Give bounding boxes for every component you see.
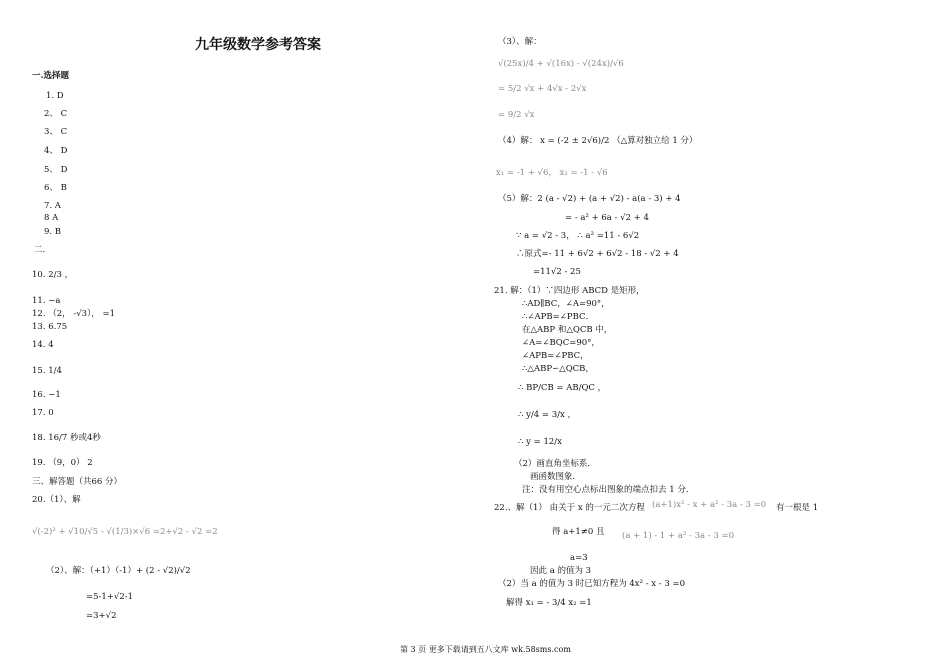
answer-20-4: （4）解： x = (-2 ± 2√6)/2 （△算对独立给 1 分） <box>498 136 698 146</box>
page-title: 九年级数学参考答案 <box>195 37 321 53</box>
answer-21-line7: ∴ BP/CB = AB/QC ， <box>518 383 607 393</box>
answer-11: 11. −a <box>32 296 61 306</box>
answer-21-line8: ∴ y/4 = 3/x ， <box>518 410 576 420</box>
answer-21-line9: ∴ y = 12/x <box>518 437 562 447</box>
answer-8: 8 A <box>44 213 59 223</box>
answer-7: 7. A <box>44 201 61 211</box>
answer-21-line1: ∴AD∥BC，∠A=90°， <box>522 299 610 309</box>
answer-20-5-step2: ∵ a = √2 - 3， ∴ a² =11 - 6√2 <box>516 231 640 241</box>
answer-21-part2: （2）画直角坐标系． <box>514 459 596 469</box>
answer-22-a-value: a=3 <box>570 553 588 563</box>
answer-22-condition-eq: (a + 1) - 1 + a² - 3a - 3 =0 <box>622 531 734 541</box>
answer-20-2-step2: =3+√2 <box>86 611 117 621</box>
answer-13: 13. 6.75 <box>32 322 68 332</box>
answer-20-5-step4: =11√2 - 25 <box>533 267 581 277</box>
answer-14: 14. 4 <box>32 340 54 350</box>
answer-20-3-expression: √(25x)/4 + √(16x) - √(24x)/√6 <box>498 59 624 69</box>
answer-12: 12. （2， -√3）， =1 <box>32 309 116 319</box>
answer-20-3-label: （3）、解： <box>498 37 542 47</box>
answer-20-5-step3: ∴原式=- 11 + 6√2 + 6√2 - 18 - √2 + 4 <box>516 249 679 259</box>
answer-20-4-roots: x₁ = -1 + √6， x₂ = -1 - √6 <box>496 168 608 178</box>
answer-6: 6、 B <box>44 183 67 193</box>
answer-16: 16. −1 <box>32 390 61 400</box>
answer-20-5-step1: = - a² + 6a - √2 + 4 <box>565 213 649 223</box>
answer-20-1-expression: √(-2)² + √10/√5 - √(1/3)×√6 =2+√2 - √2 =2 <box>32 527 218 537</box>
answer-4: 4、 D <box>44 146 68 156</box>
answer-22-label: 22.、解（1） 由关于 x 的一元二次方程 <box>494 503 645 513</box>
answer-3: 3、 C <box>44 127 68 137</box>
answer-20-3-step2: = 9/2 √x <box>498 110 535 120</box>
answer-17: 17. 0 <box>32 408 54 418</box>
answer-22-conclusion: 因此 a 的值为 3 <box>530 566 592 576</box>
answer-18: 18. 16/7 秒或4秒 <box>32 433 101 443</box>
answer-21-line3: 在△ABP 和△QCB 中， <box>522 325 613 335</box>
answer-22-part2: （2）当 a 的值为 3 时已知方程为 4x² - x - 3 =0 <box>498 579 685 589</box>
answer-21-line4: ∠A=∠BQC=90°， <box>522 338 600 348</box>
answer-5: 5、 D <box>44 165 68 175</box>
section-fill-heading: 二. <box>34 245 46 255</box>
answer-21-label: 21. 解：（1）∵四边形 ABCD 是矩形， <box>494 286 645 296</box>
answer-9: 9. B <box>44 227 62 237</box>
answer-1: 1. D <box>46 91 64 101</box>
answer-21-line5: ∠APB=∠PBC， <box>522 351 589 361</box>
section-choice-heading: 一.选择题 <box>32 71 69 81</box>
answer-19: 19. （9，0） 2 <box>32 458 93 468</box>
page-footer: 第 3 页 更多下载请到五八文库 wk.58sms.com <box>400 645 571 654</box>
answer-21-line2: ∴∠APB=∠PBC． <box>522 312 595 322</box>
answer-10: 10. 2/3 ， <box>32 270 74 280</box>
answer-22-equation: (a+1)x² - x + a² - 3a - 3 =0 <box>652 500 767 510</box>
answer-20-1-label: 20.（1）、解 <box>32 495 81 505</box>
answer-22-solution: 解得 x₁ = - 3/4 x₂ =1 <box>506 598 592 608</box>
answer-20-2-step1: =5-1+√2-1 <box>86 592 134 602</box>
answer-21-line6: ∴△ABP∽△QCB， <box>522 364 594 374</box>
answer-2: 2、 C <box>44 109 68 119</box>
answer-21-graph: 画函数图象． <box>530 472 582 482</box>
answer-22-root-note: 有一根是 1 <box>776 503 819 513</box>
answer-20-2-label: （2）、解：（+1）（-1）+ (2 - √2)/√2 <box>46 566 191 576</box>
answer-21-note: 注：没有用空心点标出图象的端点扣去 1 分． <box>522 485 695 495</box>
answer-20-3-step1: = 5/2 √x + 4√x - 2√x <box>498 84 587 94</box>
answer-15: 15. 1/4 <box>32 366 62 376</box>
answer-20-5: （5）解：2 (a - √2) + (a + √2) - a(a - 3) + 4 <box>498 194 681 204</box>
section-answer-heading: 三、解答题（共66 分） <box>32 477 123 487</box>
answer-22-condition: 得 a+1≠0 且 <box>552 527 605 537</box>
